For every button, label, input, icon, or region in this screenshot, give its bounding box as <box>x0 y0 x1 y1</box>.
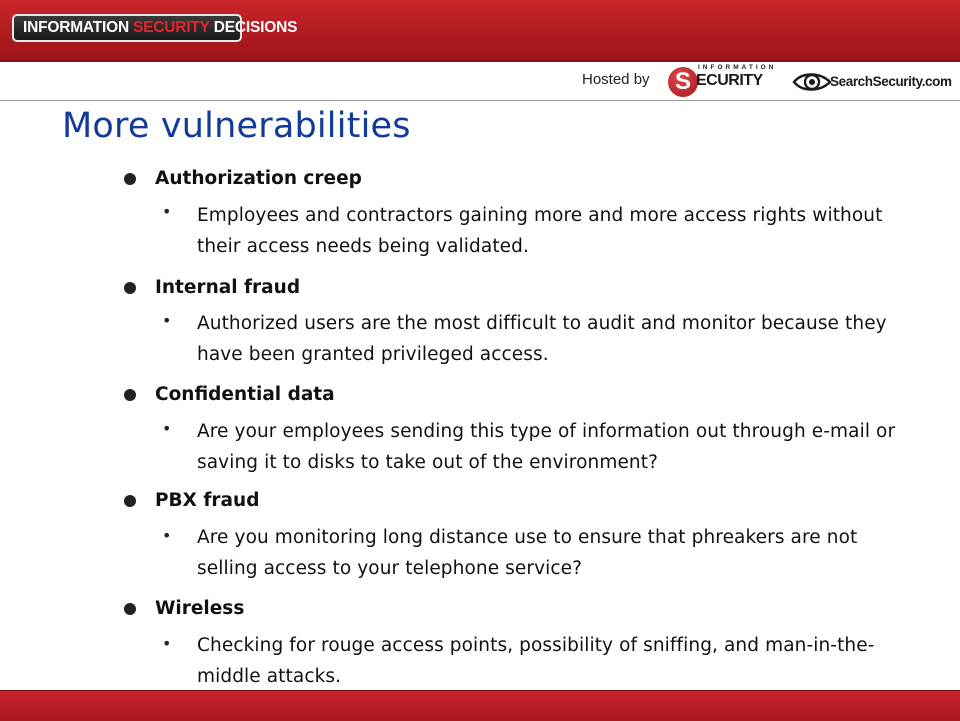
searchsecurity-logo <box>792 70 952 96</box>
bullet-detail: Employees and contractors gaining more and more access rights without their access needs being validated. <box>197 205 883 257</box>
slide-title: More vulnerabilities <box>62 106 411 146</box>
event-logo-prefix: INFORMATION <box>23 19 129 36</box>
information-security-logo-small: INFORMATION <box>698 64 777 71</box>
bullet-detail: Are you monitoring long distance use to ensure that phreakers are not selling access to your telephone service? <box>197 527 858 579</box>
bullet-heading: Wireless <box>155 598 245 619</box>
bullet-heading: PBX fraud <box>155 490 260 511</box>
sub-bullet-icon: • <box>162 202 172 221</box>
event-logo <box>12 14 298 42</box>
sub-bullet-icon: • <box>162 634 172 653</box>
bullet-dot <box>124 282 136 294</box>
eye-icon <box>792 70 832 94</box>
hosted-by-label: Hosted by <box>582 71 650 88</box>
searchsecurity-logo-word: SearchSecurity.com <box>830 74 952 89</box>
event-logo-suffix: DECISIONS <box>213 19 298 36</box>
bullet-heading: Authorization creep <box>155 168 362 189</box>
bottom-bar <box>0 690 960 721</box>
sub-bullet-icon: • <box>162 311 172 330</box>
bullet-heading: Confidential data <box>155 384 335 405</box>
event-logo-accent: SECURITY <box>133 19 210 36</box>
information-security-logo-word: ECURITY <box>696 72 763 89</box>
bullet-dot <box>124 173 136 185</box>
bullet-detail: Are your employees sending this type of information out through e-mail or saving it to disks to take out of the environment? <box>197 421 896 473</box>
sub-bullet-icon: • <box>162 419 172 438</box>
bullet-detail: Authorized users are the most difficult to audit and monitor because they have been granted privileged access. <box>197 313 887 365</box>
information-security-logo-s: S <box>668 67 698 97</box>
bullet-heading: Internal fraud <box>155 277 301 298</box>
top-banner <box>0 0 960 62</box>
host-row <box>0 62 960 101</box>
information-security-logo <box>668 62 778 100</box>
bullet-dot <box>124 603 136 615</box>
bullet-dot <box>124 495 136 507</box>
bullet-detail: Checking for rouge access points, possibility of sniffing, and man-in-the-middle attacks. <box>197 635 875 687</box>
bullet-dot <box>124 389 136 401</box>
sub-bullet-icon: • <box>162 526 172 545</box>
